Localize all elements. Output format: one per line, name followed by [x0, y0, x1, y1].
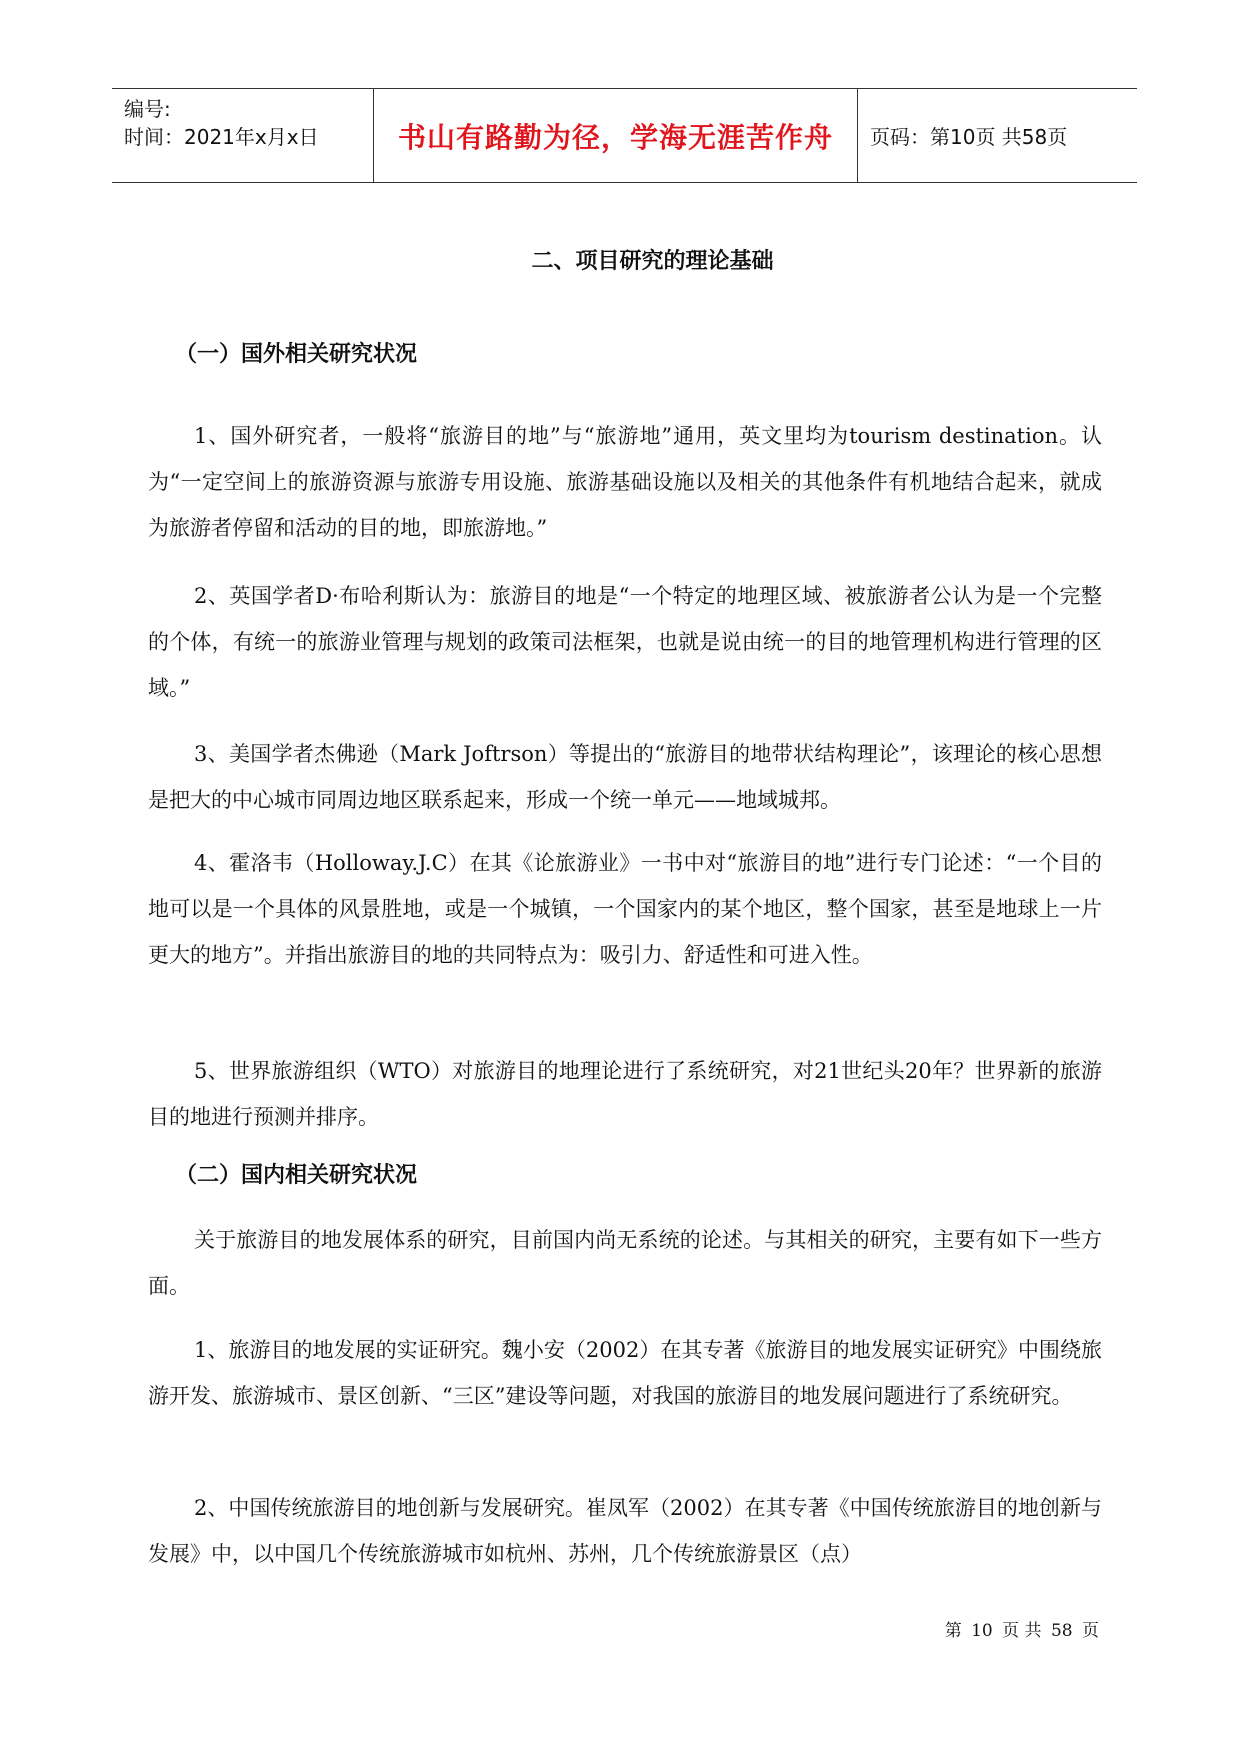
- header-meta: [112, 89, 374, 182]
- page-info-text: 页码：第10页 共58页: [870, 125, 1068, 149]
- paragraph: 1、国外研究者，一般将“旅游目的地”与“旅游地”通用，英文里均为tourism destination。认为“一定空间上的旅游资源与旅游专用设施、旅游基础设施以及相关的其他条件有机地结合起来，就成为旅游者停留和活动的目的地，即旅游地。”: [148, 424, 1102, 540]
- footer-page-total: 58: [1050, 1621, 1073, 1641]
- footer-prefix: 第: [944, 1621, 962, 1641]
- footer-suffix: 页: [1082, 1621, 1099, 1641]
- section-heading-foreign: （一）国外相关研究状况: [175, 342, 418, 367]
- page-footer: [943, 1616, 1101, 1641]
- motto-text: 书山有路勤为径，学海无涯苦作舟: [397, 120, 833, 154]
- page-header: [112, 88, 1137, 183]
- header-motto-cell: [374, 89, 858, 182]
- header-page-info: [858, 89, 1137, 182]
- footer-page-num: 10: [971, 1621, 993, 1641]
- paragraph: 3、美国学者杰佛逊（Mark Joftrson）等提出的“旅游目的地带状结构理论”，该理论的核心思想是把大的中心城市同周边地区联系起来，形成一个统一单元——地域城邦。: [148, 742, 1102, 812]
- paragraph: 2、中国传统旅游目的地创新与发展研究。崔凤军（2002）在其专著《中国传统旅游目的地创新与发展》中，以中国几个传统旅游城市如杭州、苏州，几个传统旅游景区（点）: [148, 1496, 1102, 1566]
- number-label: 编号:: [124, 97, 171, 121]
- paragraph: 5、世界旅游组织（WTO）对旅游目的地理论进行了系统研究，对21世纪头20年？世界新的旅游目的地进行预测并排序。: [148, 1059, 1102, 1129]
- paragraph: 2、英国学者D·布哈利斯认为：旅游目的地是“一个特定的地理区域、被旅游者公认为是一个完整的个体，有统一的旅游业管理与规划的政策司法框架，也就是说由统一的目的地管理机构进行管理的区域。”: [148, 584, 1102, 700]
- page-title: 二、项目研究的理论基础: [531, 249, 774, 274]
- section-heading-domestic: （二）国内相关研究状况: [175, 1163, 418, 1188]
- paragraph: 1、旅游目的地发展的实证研究。魏小安（2002）在其专著《旅游目的地发展实证研究》中围绕旅游开发、旅游城市、景区创新、“三区”建设等问题，对我国的旅游目的地发展问题进行了系统研究。: [148, 1338, 1102, 1408]
- time-label: 时间：2021年x月x日: [124, 125, 319, 149]
- footer-mid: 页 共: [1002, 1621, 1042, 1641]
- paragraph: 关于旅游目的地发展体系的研究，目前国内尚无系统的论述。与其相关的研究，主要有如下一些方面。: [148, 1228, 1102, 1298]
- paragraph: 4、霍洛韦（Holloway.J.C）在其《论旅游业》一书中对“旅游目的地”进行专门论述：“一个目的地可以是一个具体的风景胜地，或是一个城镇，一个国家内的某个地区，整个国家，甚至是地球上一片更大的地方”。并指出旅游目的地的共同特点为：吸引力、舒适性和可进入性。: [148, 851, 1102, 967]
